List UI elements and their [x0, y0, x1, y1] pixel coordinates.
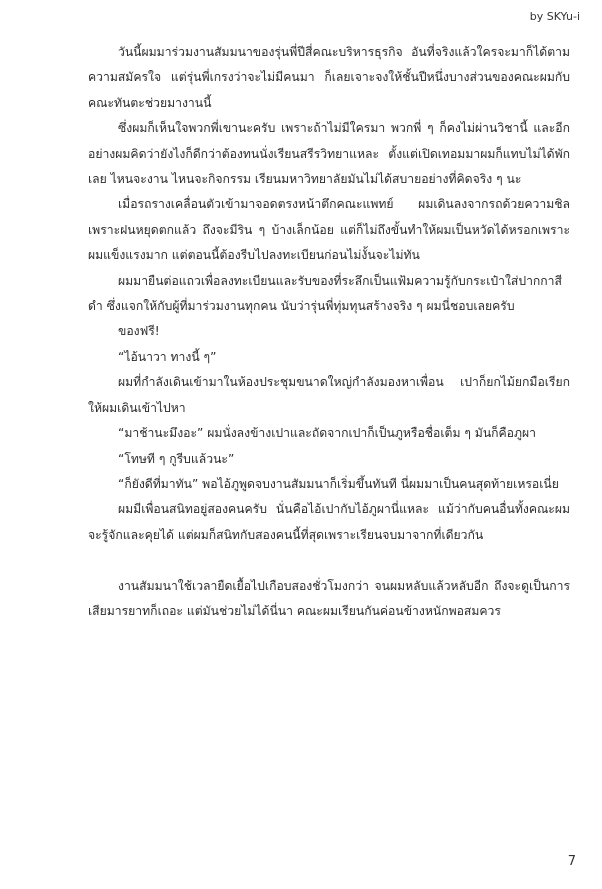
paragraph: ของฟรี! [118, 324, 160, 339]
section-break [88, 548, 570, 573]
paragraph: ผมมายืนต่อแถวเพื่อลงทะเบียนและรับของที่ระลึกเป็นแฟ้มความรู้กับกระเป๋าใส่ปากกาสีดำ ซึ่งแจกให้กับผู้ที่มาร่วมงานทุกคน นับว่ารุ่นพี่ทุ่มทุนสร้างจริง ๆ ผมนี่ชอบเลยครับ [88, 273, 562, 314]
paragraph: “ไอ้นาวา ทางนี้ ๆ” [118, 349, 217, 364]
author-header: by SKYu-i [529, 10, 580, 23]
paragraph: ผมที่กำลังเดินเข้ามาในห้องประชุมขนาดใหญ่กำลังมองหาเพื่อน เปาก็ยกไม้ยกมือเรียกให้ผมเดินเข้าไปหา [88, 375, 570, 415]
paragraph: งานสัมมนาใช้เวลายืดเยื้อไปเกือบสองชั่วโมงกว่า จนผมหลับแล้วหลับอีก ถึงจะดูเป็นการเสียมารยาทก็เถอะ แต่มันช่วยไม่ได้นี่นา คณะผมเรียนกันค่อนข้างหนักพอสมควร [88, 578, 570, 618]
paragraph: “มาช้านะมึงอะ” ผมนั่งลงข้างเปาและถัดจากเปาก็เป็นภูหรือชื่อเต็ม ๆ มันก็คือภูผา [118, 426, 537, 441]
page-body [88, 40, 570, 624]
paragraph: “ก็ยังดีที่มาทัน” พอไอ้ภูพูดจบงานสัมมนาก็เริ่มขึ้นทันที นี่ผมมาเป็นคนสุดท้ายเหรอเนี่ย [118, 476, 559, 491]
paragraph: ผมมีเพื่อนสนิทอยู่สองคนครับ นั่นคือไอ้เปากับไอ้ภูผานี่แหละ แม้ว่ากับคนอื่นทั้งคณะผมจะรู้จักและคุยได้ แต่ผมก็สนิทกับสองคนนี้ที่สุดเพราะเรียนจบมาจากที่เดียวกัน [88, 502, 570, 542]
paragraph: ซึ่งผมก็เห็นใจพวกพี่เขานะครับ เพราะถ้าไม่มีใครมา พวกพี่ ๆ ก็คงไม่ผ่านวิชานี้ และอีกอย่างผมคิดว่ายังไงก็ดีกว่าต้องทนนั่งเรียนสรีรวิทยาแหละ ตั้งแต่เปิดเทอมมาผมก็แทบไม่ได้พักเลย ไหนจะงาน ไหนจะกิจกรรม เรียนมหาวิทยาลัยมันไม่ได้สบายอย่างที่คิดจริง ๆ นะ [88, 121, 570, 187]
paragraph: “โทษที ๆ กูรีบแล้วนะ” [118, 451, 235, 466]
page-number: 7 [567, 854, 576, 869]
paragraph: เมื่อรถรางเคลื่อนตัวเข้ามาจอดตรงหน้าตึกคณะแพทย์ ผมเดินลงจากรถด้วยความชิลเพราะฝนหยุดตกแล้ว ถึงจะมีริน ๆ บ้างเล็กน้อย แต่ก็ไม่ถึงขั้นทำให้ผมเป็นหวัดได้หรอกเพราะผมแข็งแรงมาก แต่ตอนนี้ต้องรีบไปลงทะเบียนก่อนไม่งั้นจะไม่ทัน [88, 197, 570, 263]
paragraph: วันนี้ผมมาร่วมงานสัมมนาของรุ่นพี่ปีสี่คณะบริหารธุรกิจ อันที่จริงแล้วใครจะมาก็ได้ตามความสมัครใจ แต่รุ่นพี่เกรงว่าจะไม่มีคนมา ก็เลยเจาะจงให้ชั้นปีหนึ่งบางส่วนของคณะผมกับคณะทันตะช่วยมางานนี้ [88, 45, 570, 110]
